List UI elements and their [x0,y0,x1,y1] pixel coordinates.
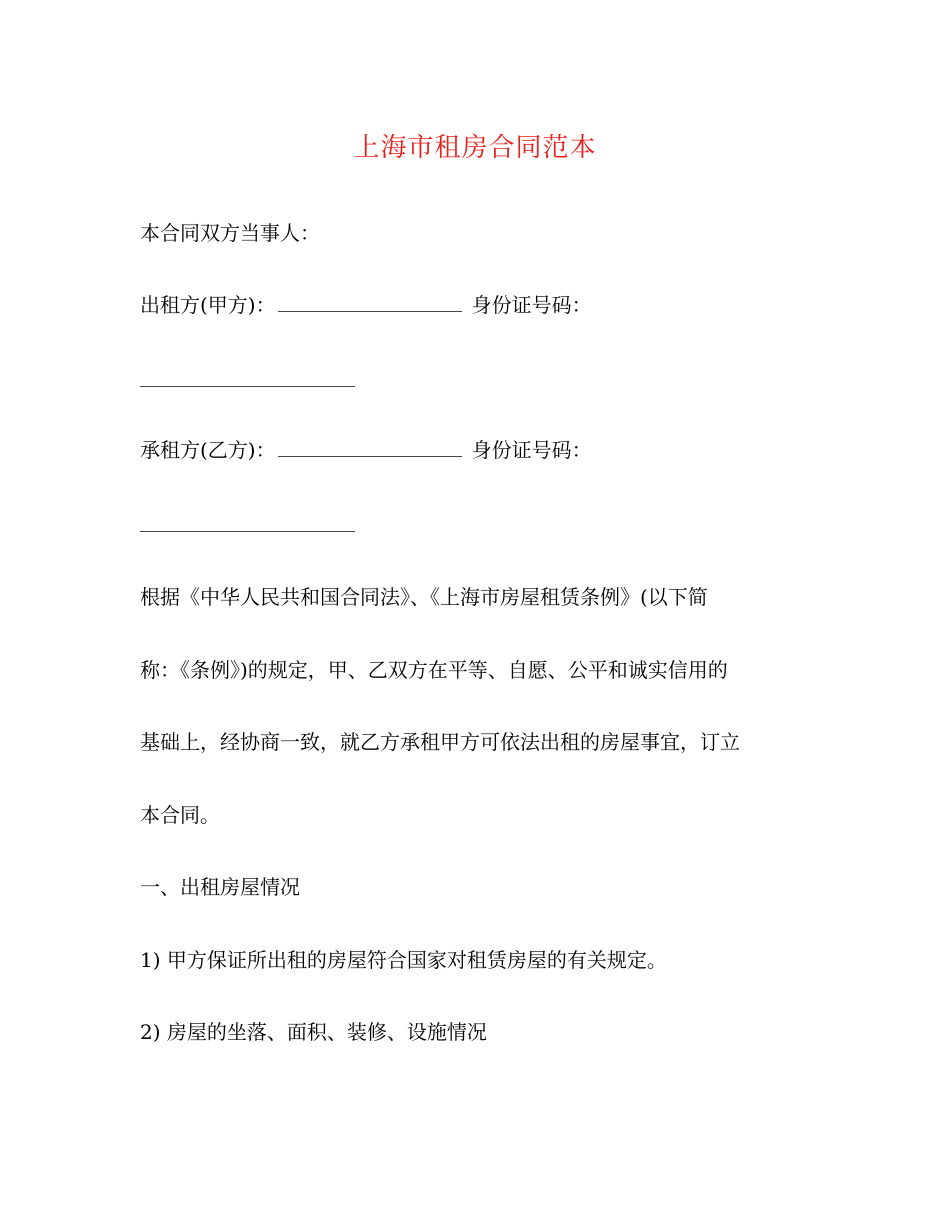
lessor-name-blank [278,293,462,312]
preamble-line: 本合同。 [140,803,220,827]
preamble-line: 基础上，经协商一致，就乙方承租甲方可依法出租的房屋事宜，订立 [140,730,740,754]
preamble-line: 根据《中华人民共和国合同法》、《上海市房屋租赁条例》(以下简 [140,585,708,609]
preamble-line: 称：《条例》)的规定，甲、乙双方在平等、自愿、公平和诚实信用的 [140,658,728,682]
lessee-name-blank [278,438,462,457]
lessee-id-label: 身份证号码： [471,438,592,462]
lessor-id-line [140,365,820,395]
lessee-line [140,435,820,465]
lessor-id-blank [140,368,355,387]
document-title: 上海市租房合同范本 [353,133,597,163]
lessor-line [140,290,820,320]
section-1-heading: 一、出租房屋情况 [140,875,300,899]
lessee-id-line [140,510,820,540]
parties-intro: 本合同双方当事人： [140,221,320,245]
lessee-label: 承租方(乙方)： [140,438,276,462]
clause-2: 2) 房屋的坐落、面积、装修、设施情况 [140,1020,487,1044]
lessee-id-blank [140,513,355,532]
lessor-id-label: 身份证号码： [471,293,592,317]
clause-1: 1) 甲方保证所出租的房屋符合国家对租赁房屋的有关规定。 [140,948,667,972]
lessor-label: 出租方(甲方)： [140,293,276,317]
